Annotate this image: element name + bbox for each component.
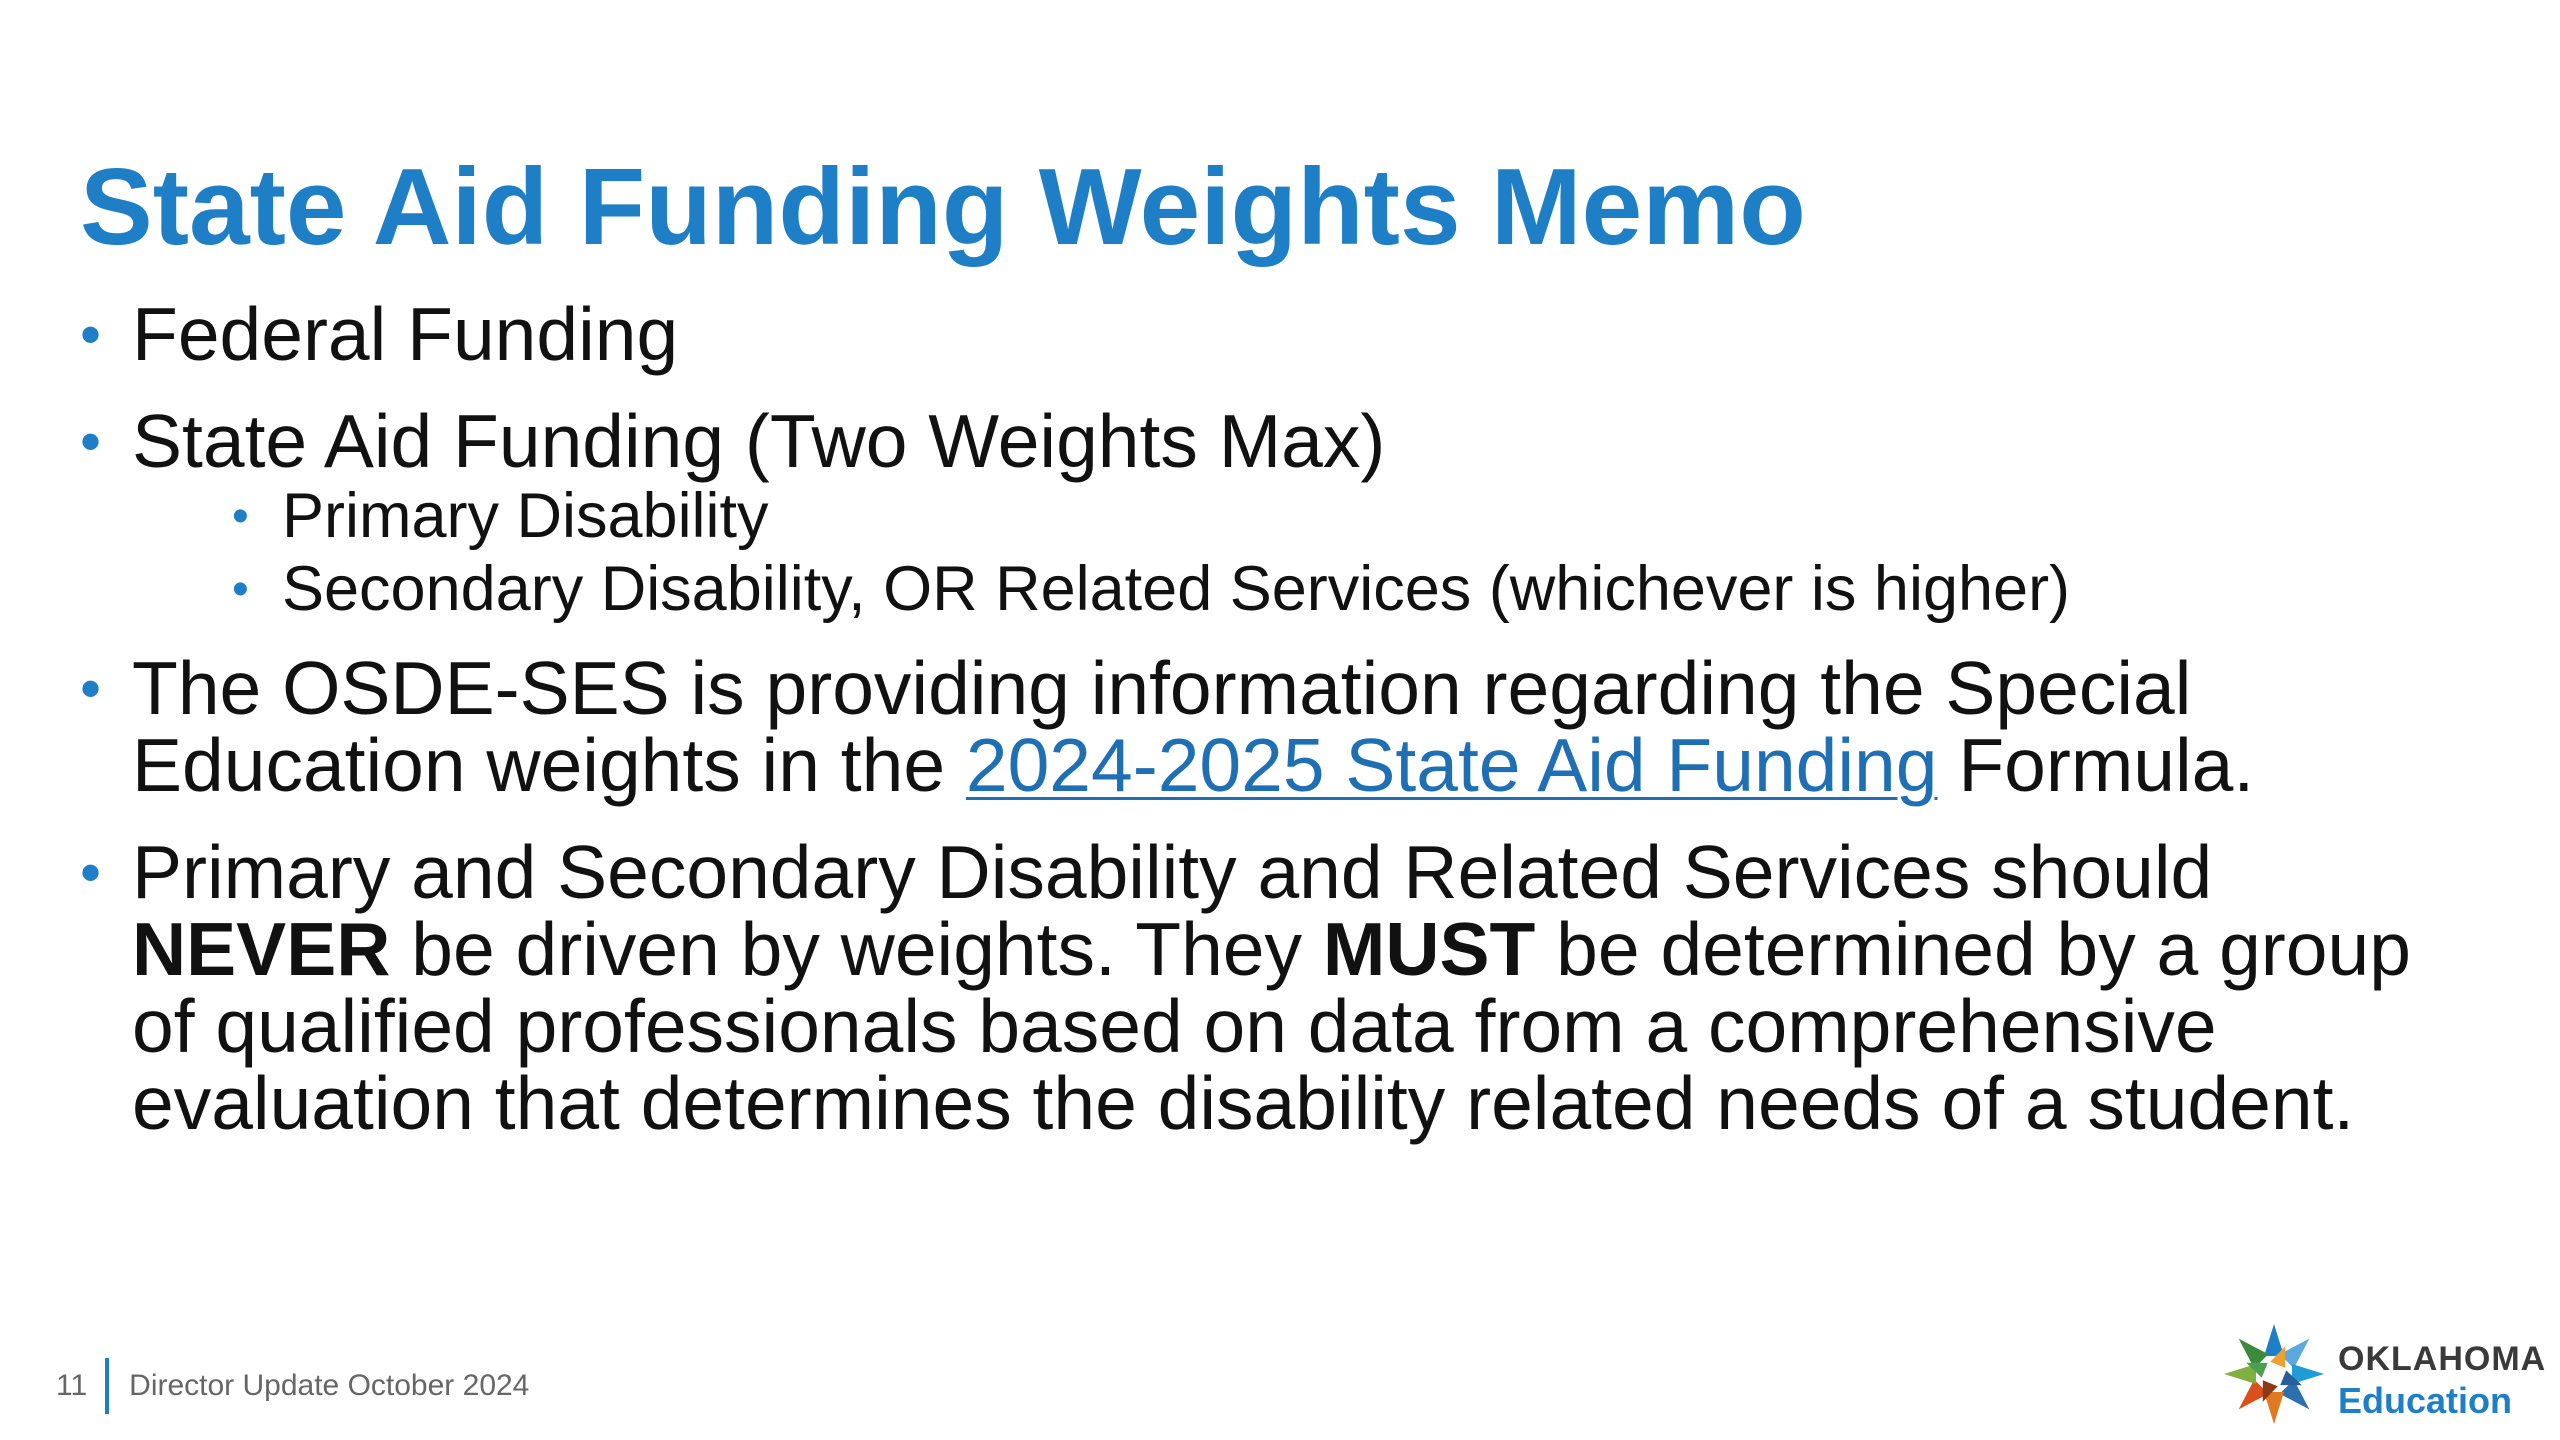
oklahoma-star-logo-icon — [2218, 1318, 2330, 1430]
sub-bullet-secondary-disability — [132, 553, 2460, 626]
bullet-text-pre: The OSDE-SES is providing information regarding the Special Education weights in the — [132, 646, 2192, 807]
slide-title: State Aid Funding Weights Memo — [80, 146, 1806, 268]
emphasis-never: NEVER — [132, 907, 391, 991]
emphasis-must: MUST — [1322, 907, 1536, 991]
sub-bullet-marker: • — [232, 563, 249, 616]
bullet-text-mid: be driven by weights. They — [390, 907, 1323, 991]
sub-bullet-list — [132, 480, 2460, 626]
slide-footer — [56, 1358, 529, 1414]
bullet-federal-funding — [80, 292, 2460, 376]
bullet-text: State Aid Funding (Two Weights Max) — [132, 399, 1386, 483]
bullet-text: Federal Funding — [132, 292, 679, 376]
sub-bullet-marker: • — [232, 490, 249, 543]
sub-bullet-text: Secondary Disability, OR Related Services (whichever is higher) — [282, 554, 2071, 624]
bullet-marker: • — [80, 839, 102, 906]
logo-text-oklahoma: OKLAHOMA — [2338, 1340, 2547, 1378]
bullet-marker: • — [80, 408, 102, 475]
sub-bullet-primary-disability — [132, 480, 2460, 553]
bullet-state-aid-funding — [80, 399, 2460, 626]
bullet-marker: • — [80, 655, 102, 722]
page-number: 11 — [56, 1369, 88, 1402]
footer-text: Director Update October 2024 — [129, 1369, 530, 1402]
bullet-disability-determination — [80, 830, 2460, 1145]
state-aid-funding-link[interactable]: 2024-2025 State Aid Funding — [965, 723, 1938, 807]
oklahoma-education-logo — [2218, 1318, 2547, 1430]
bullet-list — [80, 292, 2460, 1172]
bullet-osde-ses-info — [80, 646, 2460, 807]
sub-bullet-text: Primary Disability — [282, 481, 769, 551]
logo-text-education: Education — [2338, 1380, 2513, 1421]
bullet-text-pre: Primary and Secondary Disability and Related Services should — [132, 830, 2213, 914]
bullet-text-post: Formula. — [1937, 723, 2255, 807]
footer-divider — [105, 1358, 109, 1414]
bullet-text-post: be determined by a group of qualified professionals based on data from a comprehensive evaluation that determines the disability related needs of a student. — [132, 907, 2411, 1145]
bullet-marker: • — [80, 301, 102, 368]
